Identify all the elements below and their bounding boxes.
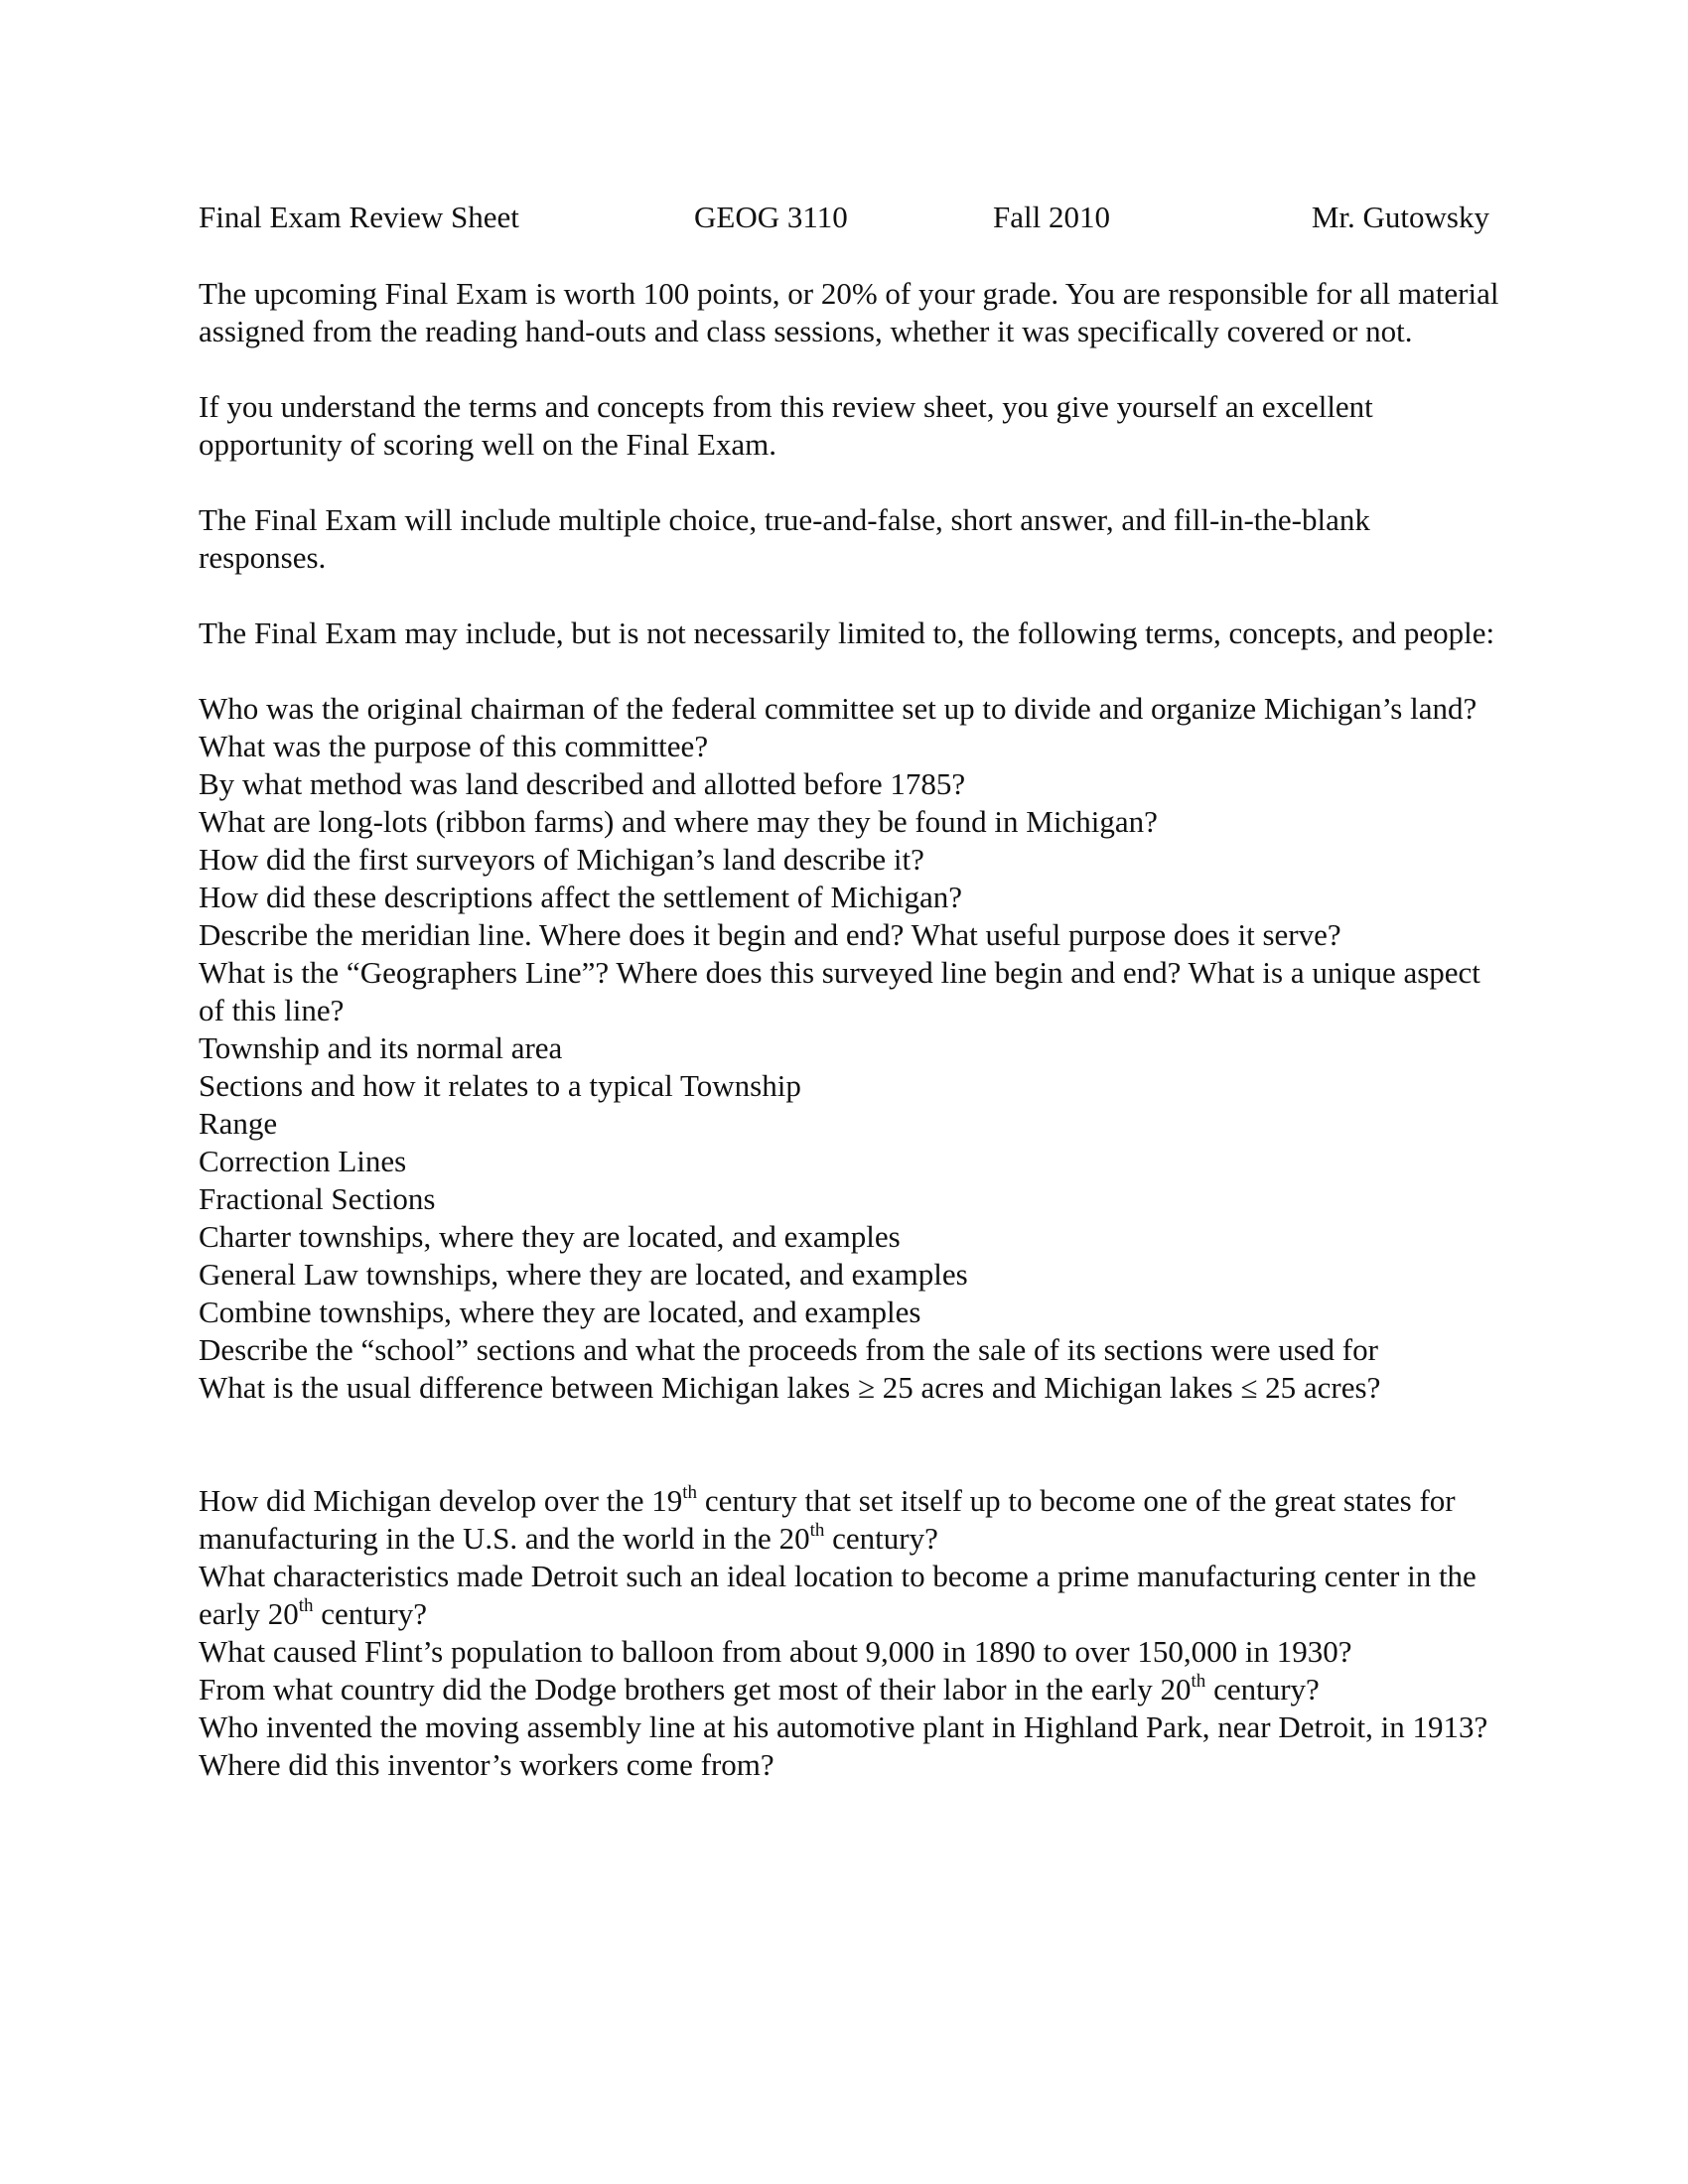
list-item: How did the first surveyors of Michigan’s land describe it?: [199, 842, 924, 877]
list-item: From what country did the Dodge brothers get most of their labor in the early 20th century?: [199, 1670, 1320, 1706]
list-item: Who was the original chairman of the federal committee set up to divide and organize Michigan’s land?: [199, 691, 1477, 726]
intro-paragraph-understanding: If you understand the terms and concepts from this review sheet, you give yourself an excellent opportunity of scoring well on the Final Exam.: [199, 389, 1373, 462]
instructor-name: Mr. Gutowsky: [1311, 200, 1489, 234]
header-line: [199, 199, 1489, 238]
list-item: How did these descriptions affect the settlement of Michigan?: [199, 880, 963, 914]
list-item: Sections and how it relates to a typical Township: [199, 1068, 801, 1103]
list-item: Combine townships, where they are located, and examples: [199, 1295, 921, 1329]
list-item: How did Michigan develop over the 19th century that set itself up to become one of the great states for manufacturing in the U.S. and the world in the 20th century?: [199, 1481, 1456, 1556]
list-item: What are long-lots (ribbon farms) and where may they be found in Michigan?: [199, 804, 1158, 839]
list-item: Who invented the moving assembly line at his automotive plant in Highland Park, near Detroit, in 1913?: [199, 1709, 1488, 1744]
list-item: By what method was land described and allotted before 1785?: [199, 766, 966, 801]
list-item: What was the purpose of this committee?: [199, 729, 709, 763]
terms-list-manufacturing: [199, 1482, 1499, 1784]
intro-paragraph-may-include: The Final Exam may include, but is not necessarily limited to, the following terms, concepts, and people:: [199, 615, 1495, 650]
list-item: What is the “Geographers Line”? Where does this surveyed line begin and end? What is a unique aspect of this line?: [199, 955, 1480, 1027]
course-code: GEOG 3110: [694, 200, 848, 234]
list-item: Describe the meridian line. Where does it begin and end? What useful purpose does it serve?: [199, 917, 1341, 952]
intro-paragraph-question-types: The Final Exam will include multiple choice, true-and-false, short answer, and fill-in-the-blank responses.: [199, 502, 1370, 575]
list-item: Correction Lines: [199, 1144, 407, 1178]
list-item: What caused Flint’s population to balloon from about 9,000 in 1890 to over 150,000 in 1930?: [199, 1634, 1352, 1669]
list-item: General Law townships, where they are located, and examples: [199, 1257, 968, 1292]
document-title: Final Exam Review Sheet: [199, 200, 519, 234]
list-item: What characteristics made Detroit such an ideal location to become a prime manufacturing center in the early 20th century?: [199, 1559, 1477, 1631]
list-item: Fractional Sections: [199, 1181, 436, 1216]
terms-list-land-survey: [199, 690, 1499, 1407]
list-item: Township and its normal area: [199, 1030, 563, 1065]
list-item: Describe the “school” sections and what the proceeds from the sale of its sections were used for: [199, 1332, 1378, 1367]
term: Fall 2010: [993, 200, 1110, 234]
section-spacer: [199, 1407, 1499, 1482]
intro-paragraph-exam-worth: The upcoming Final Exam is worth 100 points, or 20% of your grade. You are responsible for all material assigned from the reading hand-outs and class sessions, whether it was specifically covered or not.: [199, 276, 1499, 348]
list-item: What is the usual difference between Michigan lakes ≥ 25 acres and Michigan lakes ≤ 25 acres?: [199, 1370, 1381, 1405]
list-item: Charter townships, where they are located, and examples: [199, 1219, 901, 1254]
list-item: Range: [199, 1106, 278, 1141]
body-content: [199, 275, 1499, 1784]
list-item: Where did this inventor’s workers come from?: [199, 1747, 774, 1782]
